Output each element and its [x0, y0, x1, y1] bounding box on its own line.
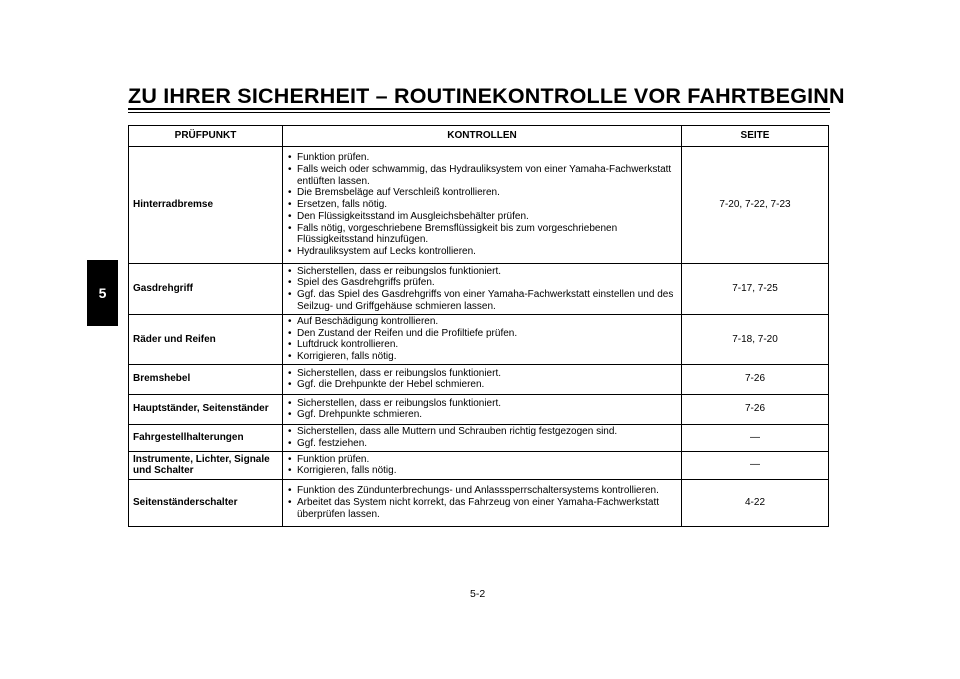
page-reference: 7-17, 7-25 [682, 264, 829, 315]
table-header-row [129, 126, 829, 147]
table-row [129, 364, 829, 394]
chapter-tab: 5 [87, 260, 118, 326]
check-step: • Ggf. die Drehpunkte der Hebel schmieren. [287, 379, 678, 391]
page-reference: 7-18, 7-20 [682, 315, 829, 365]
check-item-label: Hinterradbremse [129, 147, 283, 264]
check-procedures [283, 424, 682, 451]
page-reference: — [682, 451, 829, 479]
check-procedures [283, 394, 682, 424]
table-row [129, 424, 829, 451]
page-number: 5-2 [470, 588, 486, 600]
check-item-label: Fahrgestellhalterungen [129, 424, 283, 451]
check-step: • Falls weich oder schwammig, das Hydrauliksystem von einer Yamaha-Fachwerkstatt entlüften lassen. [287, 164, 678, 187]
check-step: • Ggf. das Spiel des Gasdrehgriffs von einer Yamaha-Fachwerkstatt einstellen und des Seilzug- und Griffgehäuse schmieren lassen. [287, 289, 678, 312]
check-step: • Auf Beschädigung kontrollieren. [287, 316, 678, 328]
header-kontrollen: KONTROLLEN [283, 126, 682, 147]
check-step: • Falls nötig, vorgeschriebene Bremsflüssigkeit bis zum vorgeschriebenen Flüssigkeitsstand hinzufügen. [287, 223, 678, 246]
check-step: • Ggf. Drehpunkte schmieren. [287, 409, 678, 421]
check-list [287, 454, 678, 477]
check-step: • Korrigieren, falls nötig. [287, 465, 678, 477]
check-step: • Funktion des Zündunterbrechungs- und Anlasssperrschaltersystems kontrollieren. [287, 485, 678, 497]
check-list [287, 398, 678, 421]
check-procedures [283, 147, 682, 264]
check-step: • Ggf. festziehen. [287, 438, 678, 450]
page-reference: — [682, 424, 829, 451]
check-step: • Funktion prüfen. [287, 454, 678, 466]
check-list [287, 316, 678, 363]
check-step: • Sicherstellen, dass er reibungslos funktioniert. [287, 266, 678, 278]
page-reference: 7-26 [682, 394, 829, 424]
check-list [287, 485, 678, 520]
check-procedures [283, 264, 682, 315]
check-step: • Korrigieren, falls nötig. [287, 351, 678, 363]
check-item-label: Gasdrehgriff [129, 264, 283, 315]
check-list [287, 266, 678, 313]
page-title: ZU IHRER SICHERHEIT – ROUTINEKONTROLLE VOR FAHRTBEGINN [128, 84, 845, 108]
check-step: • Spiel des Gasdrehgriffs prüfen. [287, 277, 678, 289]
table-row [129, 479, 829, 526]
check-step: • Den Flüssigkeitsstand im Ausgleichsbehälter prüfen. [287, 211, 678, 223]
check-step: • Hydrauliksystem auf Lecks kontrollieren. [287, 246, 678, 258]
check-item-label: Bremshebel [129, 364, 283, 394]
check-step: • Luftdruck kontrollieren. [287, 339, 678, 351]
title-rule-thin [128, 112, 830, 113]
page-reference: 4-22 [682, 479, 829, 526]
check-procedures [283, 364, 682, 394]
table-row [129, 264, 829, 315]
check-procedures [283, 315, 682, 365]
check-step: • Sicherstellen, dass er reibungslos funktioniert. [287, 398, 678, 410]
check-step: • Den Zustand der Reifen und die Profiltiefe prüfen. [287, 328, 678, 340]
check-step: • Die Bremsbeläge auf Verschleiß kontrollieren. [287, 187, 678, 199]
check-step: • Ersetzen, falls nötig. [287, 199, 678, 211]
check-step: • Sicherstellen, dass er reibungslos funktioniert. [287, 368, 678, 380]
page-reference: 7-20, 7-22, 7-23 [682, 147, 829, 264]
checklist-table [128, 125, 829, 527]
check-list [287, 368, 678, 391]
table-row [129, 315, 829, 365]
check-item-label: Seitenständerschalter [129, 479, 283, 526]
check-list [287, 426, 678, 449]
table-row [129, 147, 829, 264]
check-step: • Arbeitet das System nicht korrekt, das Fahrzeug von einer Yamaha-Fachwerkstatt überprüfen lassen. [287, 497, 678, 520]
table-row [129, 451, 829, 479]
check-item-label: Instrumente, Lichter, Signale und Schalter [129, 451, 283, 479]
title-rule-thick [128, 108, 830, 110]
check-item-label: Hauptständer, Seitenständer [129, 394, 283, 424]
check-step: • Sicherstellen, dass alle Muttern und Schrauben richtig festgezogen sind. [287, 426, 678, 438]
table-body [129, 147, 829, 527]
check-step: • Funktion prüfen. [287, 152, 678, 164]
check-procedures [283, 479, 682, 526]
header-seite: SEITE [682, 126, 829, 147]
check-item-label: Räder und Reifen [129, 315, 283, 365]
table-row [129, 394, 829, 424]
page-reference: 7-26 [682, 364, 829, 394]
check-procedures [283, 451, 682, 479]
check-list [287, 152, 678, 257]
header-pruefpunkt: PRÜFPUNKT [129, 126, 283, 147]
